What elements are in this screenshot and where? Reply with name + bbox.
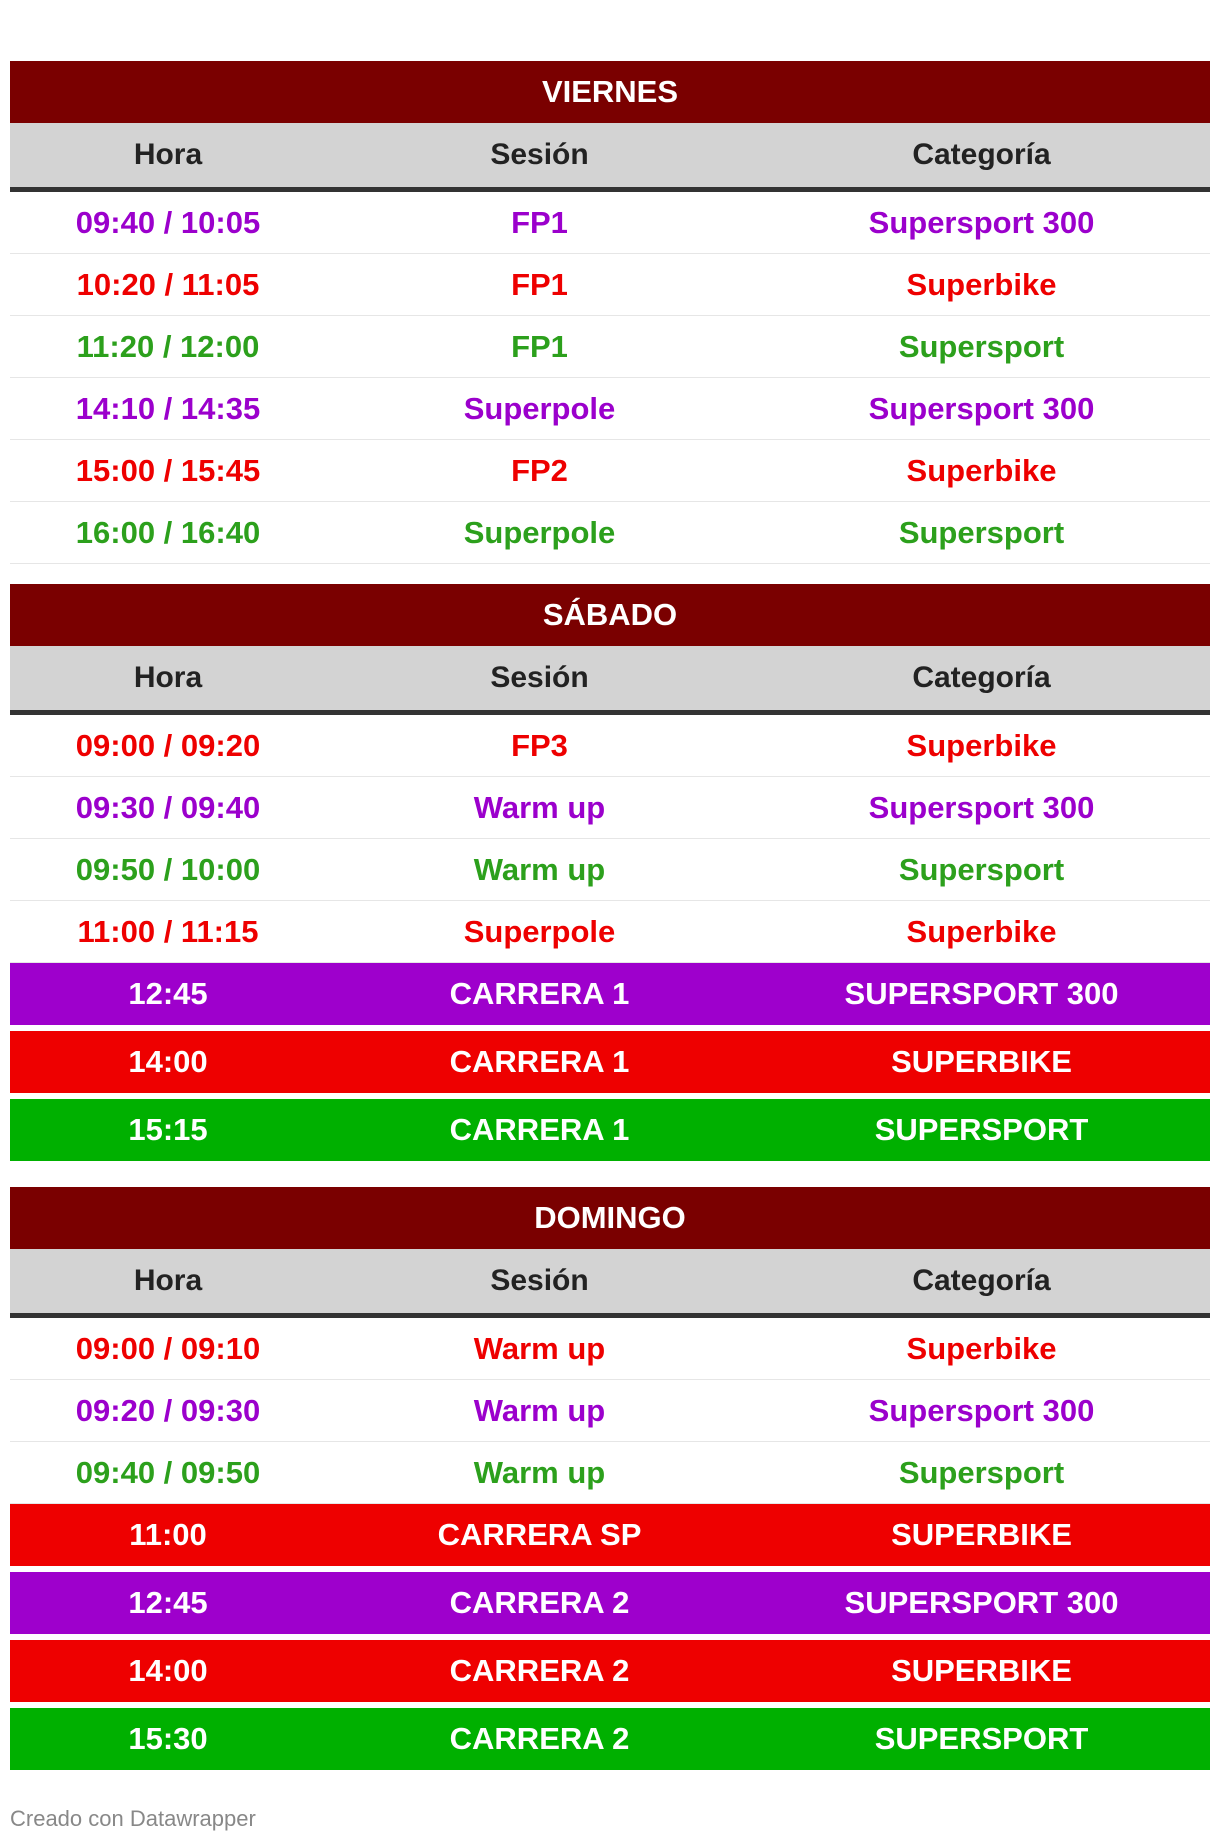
cell-hora: 15:15 [128,1112,208,1147]
cell-categoria: Superbike [906,1330,1057,1366]
cell-categoria: Supersport 300 [868,390,1095,426]
cell-sesion: Warm up [473,851,606,887]
cell-categoria: SUPERSPORT 300 [844,1585,1119,1620]
cell-sesion: FP1 [511,204,568,240]
session-row [10,1380,1210,1442]
day-header: VIERNES [10,61,1210,123]
session-row [10,777,1210,839]
day-header: SÁBADO [10,584,1210,646]
cell-sesion: CARRERA 2 [449,1721,630,1756]
cell-sesion: CARRERA 1 [449,1112,630,1147]
race-row [10,1504,1210,1566]
cell-sesion: Warm up [473,789,606,825]
cell-hora: 14:10 / 14:35 [75,390,261,426]
session-row [10,839,1210,901]
session-row [10,254,1210,316]
column-header-sesion[interactable]: Sesión [490,138,589,171]
cell-sesion: CARRERA 2 [449,1585,630,1620]
cell-sesion: Superpole [463,913,616,949]
cell-sesion: Warm up [473,1330,606,1366]
session-row [10,316,1210,378]
cell-sesion: FP1 [511,266,568,302]
cell-categoria: Supersport 300 [868,1392,1095,1428]
cell-hora: 11:00 [129,1517,207,1552]
session-row [10,715,1210,777]
race-row [10,1099,1210,1161]
session-row [10,1442,1210,1504]
schedule-table [10,61,1210,1776]
cell-sesion: Superpole [463,514,616,550]
cell-hora: 09:00 / 09:10 [75,1330,261,1366]
cell-hora: 16:00 / 16:40 [75,514,261,550]
cell-sesion: FP2 [511,452,568,488]
cell-hora: 15:30 [128,1721,208,1756]
cell-categoria: SUPERBIKE [891,1517,1072,1552]
cell-hora: 11:20 / 12:00 [76,328,260,364]
day-spacer [10,564,1210,584]
column-header-row [10,123,1210,192]
cell-categoria: Supersport 300 [868,204,1095,240]
cell-categoria: Superbike [906,452,1057,488]
cell-sesion: CARRERA 1 [449,1044,630,1079]
cell-hora: 09:50 / 10:00 [75,851,261,887]
day-spacer [10,1167,1210,1187]
cell-hora: 09:20 / 09:30 [75,1392,261,1428]
race-row [10,1708,1210,1770]
cell-sesion: CARRERA SP [437,1517,642,1552]
column-header-categoria[interactable]: Categoría [912,1264,1051,1297]
column-header-sesion[interactable]: Sesión [490,1264,589,1297]
cell-sesion: CARRERA 1 [449,976,630,1011]
day-block [10,61,1210,564]
column-header-hora[interactable]: Hora [133,661,203,694]
session-row [10,901,1210,963]
cell-sesion: FP1 [511,328,568,364]
cell-categoria: Supersport [898,514,1065,550]
column-header-hora[interactable]: Hora [133,1264,203,1297]
column-header-row [10,646,1210,715]
cell-hora: 09:40 / 09:50 [75,1454,261,1490]
race-row [10,1640,1210,1702]
cell-hora: 10:20 / 11:05 [76,266,260,302]
cell-categoria: Superbike [906,727,1057,763]
cell-categoria: Supersport 300 [868,789,1095,825]
column-header-sesion[interactable]: Sesión [490,661,589,694]
cell-categoria: SUPERSPORT [874,1721,1089,1756]
cell-hora: 12:45 [128,1585,208,1620]
cell-categoria: Supersport [898,1454,1065,1490]
cell-hora: 14:00 [128,1653,208,1688]
cell-sesion: Superpole [463,390,616,426]
column-header-categoria[interactable]: Categoría [912,138,1051,171]
race-row [10,1031,1210,1093]
cell-categoria: SUPERSPORT [874,1112,1089,1147]
day-header: DOMINGO [10,1187,1210,1249]
column-header-categoria[interactable]: Categoría [912,661,1051,694]
session-row [10,1318,1210,1380]
cell-hora: 15:00 / 15:45 [75,452,261,488]
column-header-hora[interactable]: Hora [133,138,203,171]
cell-sesion: Warm up [473,1392,606,1428]
session-row [10,378,1210,440]
cell-categoria: SUPERBIKE [891,1653,1072,1688]
cell-categoria: Supersport [898,328,1065,364]
column-header-row [10,1249,1210,1318]
cell-categoria: SUPERBIKE [891,1044,1072,1079]
session-row [10,192,1210,254]
session-row [10,440,1210,502]
race-row [10,963,1210,1025]
day-block [10,1187,1210,1770]
cell-categoria: Superbike [906,266,1057,302]
day-block [10,584,1210,1161]
cell-hora: 09:00 / 09:20 [75,727,261,763]
cell-sesion: CARRERA 2 [449,1653,630,1688]
cell-hora: 12:45 [128,976,208,1011]
cell-sesion: FP3 [511,727,568,763]
cell-categoria: SUPERSPORT 300 [844,976,1119,1011]
race-row [10,1572,1210,1634]
datawrapper-credit: Creado con Datawrapper [10,1806,256,1831]
cell-sesion: Warm up [473,1454,606,1490]
cell-hora: 14:00 [128,1044,208,1079]
cell-categoria: Supersport [898,851,1065,887]
cell-hora: 09:40 / 10:05 [75,204,261,240]
cell-hora: 11:00 / 11:15 [77,913,259,949]
cell-hora: 09:30 / 09:40 [75,789,261,825]
session-row [10,502,1210,564]
cell-categoria: Superbike [906,913,1057,949]
